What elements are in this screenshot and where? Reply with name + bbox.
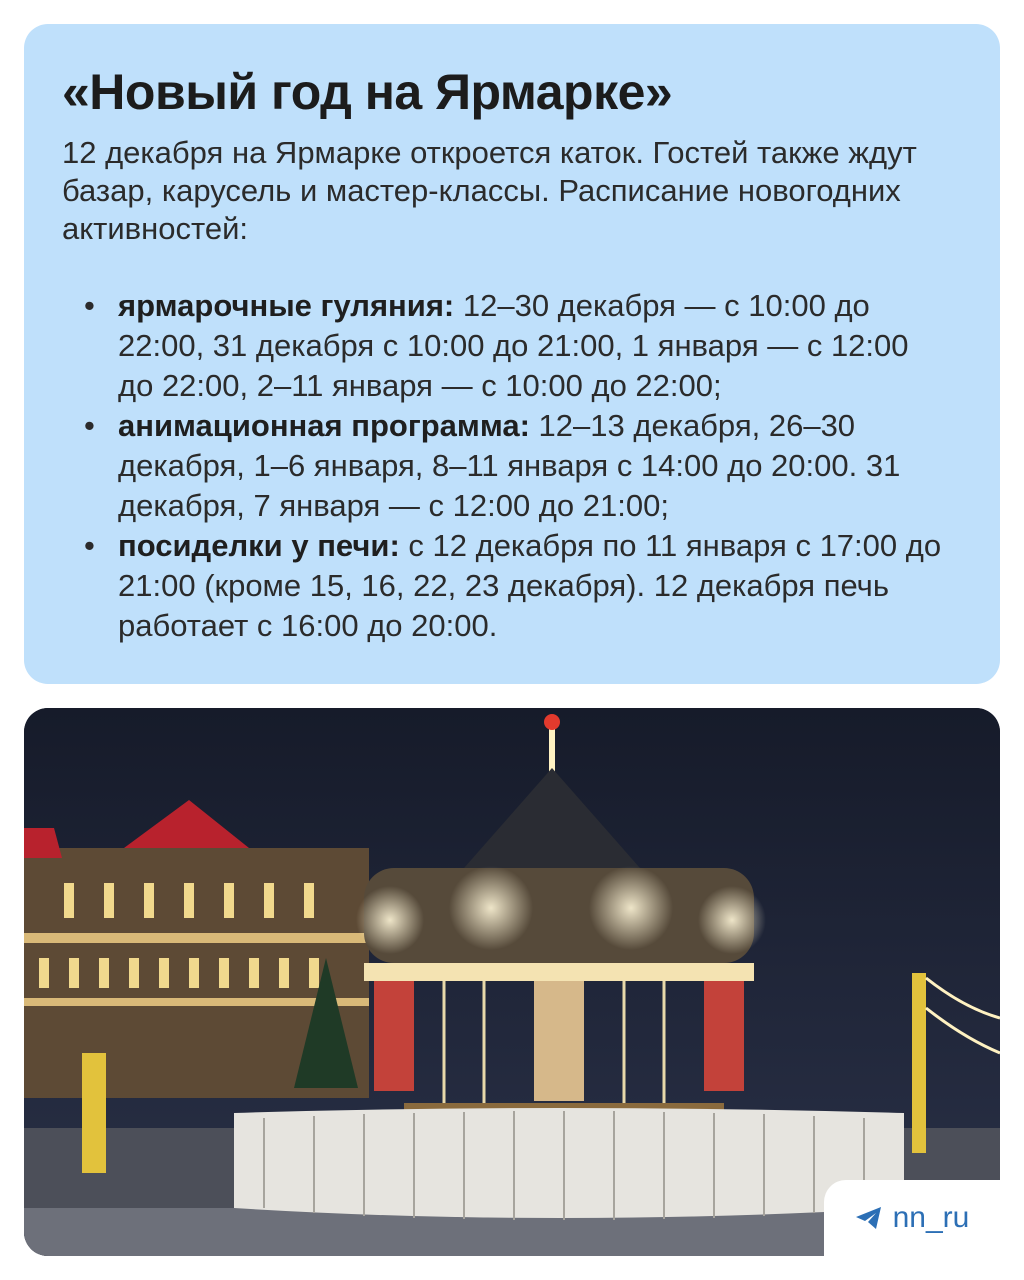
card-title: «Новый год на Ярмарке» bbox=[62, 64, 673, 120]
telegram-icon bbox=[855, 1206, 883, 1230]
item-label: анимационная программа: bbox=[118, 408, 530, 443]
item-text: 12–30 декабря — с 10:00 до 22:00, 31 декабря с 10:00 до 21:00, 1 января — с 12:00 до 22:00, 2–11 января — с 10:00 до 22:00; bbox=[118, 288, 909, 403]
schedule-list bbox=[62, 286, 962, 646]
item-text: с 12 декабря по 11 января с 17:00 до 21:00 (кроме 15, 16, 22, 23 декабря). 12 декабря печь работает с 16:00 до 20:00. bbox=[118, 528, 942, 643]
list-item bbox=[62, 286, 948, 406]
card-intro: 12 декабря на Ярмарке откроется каток. Гостей также ждут базар, карусель и мастер-классы. Расписание новогодних активностей: bbox=[62, 135, 917, 246]
item-label: посиделки у печи: bbox=[118, 528, 400, 563]
item-label: ярмарочные гуляния: bbox=[118, 288, 455, 323]
night-carousel-photo bbox=[24, 708, 1000, 1256]
item-text: 12–13 декабря, 26–30 декабря, 1–6 января, 8–11 января с 14:00 до 20:00. 31 декабря, 7 января — с 12:00 до 21:00; bbox=[118, 408, 901, 523]
bullet: • bbox=[84, 288, 95, 323]
fence bbox=[234, 1108, 904, 1220]
list-item bbox=[62, 406, 948, 526]
info-card bbox=[24, 24, 1000, 684]
brand-label: nn_ru bbox=[892, 1201, 970, 1234]
bullet: • bbox=[84, 528, 95, 563]
bullet: • bbox=[84, 408, 95, 443]
brand-badge[interactable] bbox=[824, 1180, 1000, 1256]
list-item bbox=[62, 526, 948, 646]
